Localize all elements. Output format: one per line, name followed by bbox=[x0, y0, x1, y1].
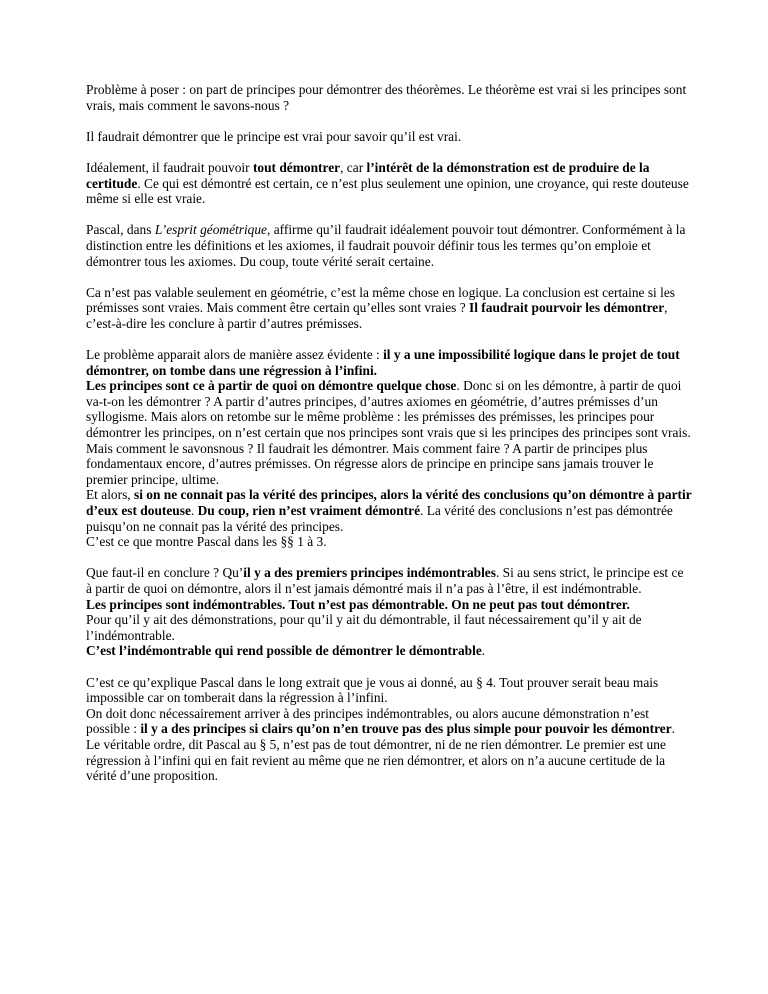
text-run: C’est ce qu’explique Pascal dans le long extrait que je vous ai donné, au § 4. Tout prouver serait beau mais impossible car on tomberait dans la régression à l’infini. bbox=[86, 674, 659, 706]
bold-text: Les principes sont ce à partir de quoi on démontre quelque chose bbox=[86, 378, 457, 394]
text-run: , car bbox=[340, 159, 367, 175]
bold-text: il y a des premiers principes indémontrables bbox=[243, 565, 496, 581]
text-run: . Ce qui est démontré est certain, ce n’est plus seulement une opinion, une croyance, qui reste douteuse même si elle est vraie. bbox=[86, 175, 689, 207]
text-run: . bbox=[671, 721, 676, 737]
paragraph bbox=[86, 129, 692, 145]
text-run: . La vérité des conclusions n’est pas démontrée puisqu’on ne connait pas la vérité des principes. bbox=[86, 503, 673, 534]
text-run: Le problème apparait alors de manière assez évidente : bbox=[86, 347, 384, 363]
text-run: Que faut-il en conclure ? Qu’ bbox=[86, 565, 244, 581]
text-run: Le véritable ordre, dit Pascal au § 5, n’est pas de tout démontrer, ni de ne rien démontrer. Le premier est une régression à l’infini qui en fait revient au même que ne rien démontrer, et alors on n’a aucune certitude de la vérité d’une proposition. bbox=[86, 736, 666, 784]
document-body bbox=[86, 82, 692, 784]
text-run: Problème à poser : on part de principes pour démontrer des théorèmes. Le théorème est vrai si les principes sont vrais, mais comment le savons-nous ? bbox=[86, 82, 687, 113]
bold-text: Les principes sont indémontrables. Tout n’est pas démontrable. On ne peut pas tout démontrer. bbox=[86, 596, 630, 612]
paragraph bbox=[86, 675, 692, 784]
bold-text: il y a des principes si clairs qu’on n’en trouve pas des plus simple pour pouvoir les démontrer bbox=[140, 721, 672, 737]
bold-text: l’intérêt de la démonstration est de produire de la certitude bbox=[86, 159, 650, 191]
paragraph bbox=[86, 222, 692, 269]
paragraph bbox=[86, 347, 692, 550]
bold-text: Du coup, rien n’est vraiment démontré bbox=[197, 503, 421, 519]
text-run: Pour qu’il y ait des démonstrations, pour qu’il y ait du démontrable, il faut nécessairement qu’il y ait de l’indémontrable. bbox=[86, 612, 642, 643]
bold-text: si on ne connait pas la vérité des principes, alors la vérité des conclusions qu’on démontre à partir d’eux est douteuse bbox=[86, 487, 692, 519]
text-run: Idéalement, il faudrait pouvoir bbox=[86, 159, 253, 175]
text-run: . bbox=[481, 643, 486, 659]
bold-text: il y a une impossibilité logique dans le projet de tout démontrer, on tombe dans une régression à l’infini. bbox=[86, 347, 680, 378]
text-run: . Si au sens strict, le principe est ce à partir de quoi on démontre, alors il n’est jamais démontré mais il n’a pas à l’être, il est indémontrable. bbox=[86, 565, 684, 596]
paragraph bbox=[86, 565, 692, 659]
text-run: . Donc si on les démontre, à partir de quoi va-t-on les démontrer ? A partir d’autres principes, d’autres axiomes en géométrie, d’autres prémisses d’un syllogisme. Mais alors on retombe sur le même problème : les prémisses des prémisses, les principes pour démontrer les principes, on n’est certain que nos principes sont vrais que si les principes des principes sont vrais. Mais comment le savonsnous ? Il faudrait les démontrer. Mais comment faire ? A partir de principes plus fondamentaux encore, d’autres prémisses. On régresse alors de principe en principe sans jamais trouver le premier principe, ultime. bbox=[86, 378, 691, 487]
text-run: Il faudrait démontrer que le principe est vrai pour savoir qu’il est vrai. bbox=[86, 128, 462, 144]
text-run: . bbox=[190, 503, 198, 519]
paragraph bbox=[86, 82, 692, 113]
paragraph bbox=[86, 285, 692, 332]
text-run: , c’est-à-dire les conclure à partir d’autres prémisses. bbox=[86, 300, 668, 331]
bold-text: tout démontrer bbox=[252, 159, 341, 175]
text-run: C’est ce que montre Pascal dans les §§ 1 à 3. bbox=[86, 534, 327, 550]
paragraph bbox=[86, 160, 692, 207]
text-run: Pascal, dans bbox=[86, 222, 155, 238]
text-run: Ca n’est pas valable seulement en géométrie, c’est la même chose en logique. La conclusion est certaine si les prémisses sont vraies. Mais comment être certain qu’elles sont vraies ? bbox=[86, 284, 675, 316]
text-run: , affirme qu’il faudrait idéalement pouvoir tout démontrer. Conformément à la distinction entre les définitions et les axiomes, il faudrait pouvoir définir tous les termes qu’on emploie et démontrer tous les axiomes. Du coup, toute vérité serait certaine. bbox=[86, 222, 686, 269]
text-run: Et alors, bbox=[86, 487, 134, 503]
text-run: On doit donc nécessairement arriver à des principes indémontrables, ou alors aucune démonstration n’est possible : bbox=[86, 705, 649, 737]
italic-text: L’esprit géométrique bbox=[154, 222, 268, 238]
bold-text: Il faudrait pourvoir les démontrer bbox=[469, 300, 665, 316]
bold-text: C’est l’indémontrable qui rend possible de démontrer le démontrable bbox=[86, 643, 482, 659]
